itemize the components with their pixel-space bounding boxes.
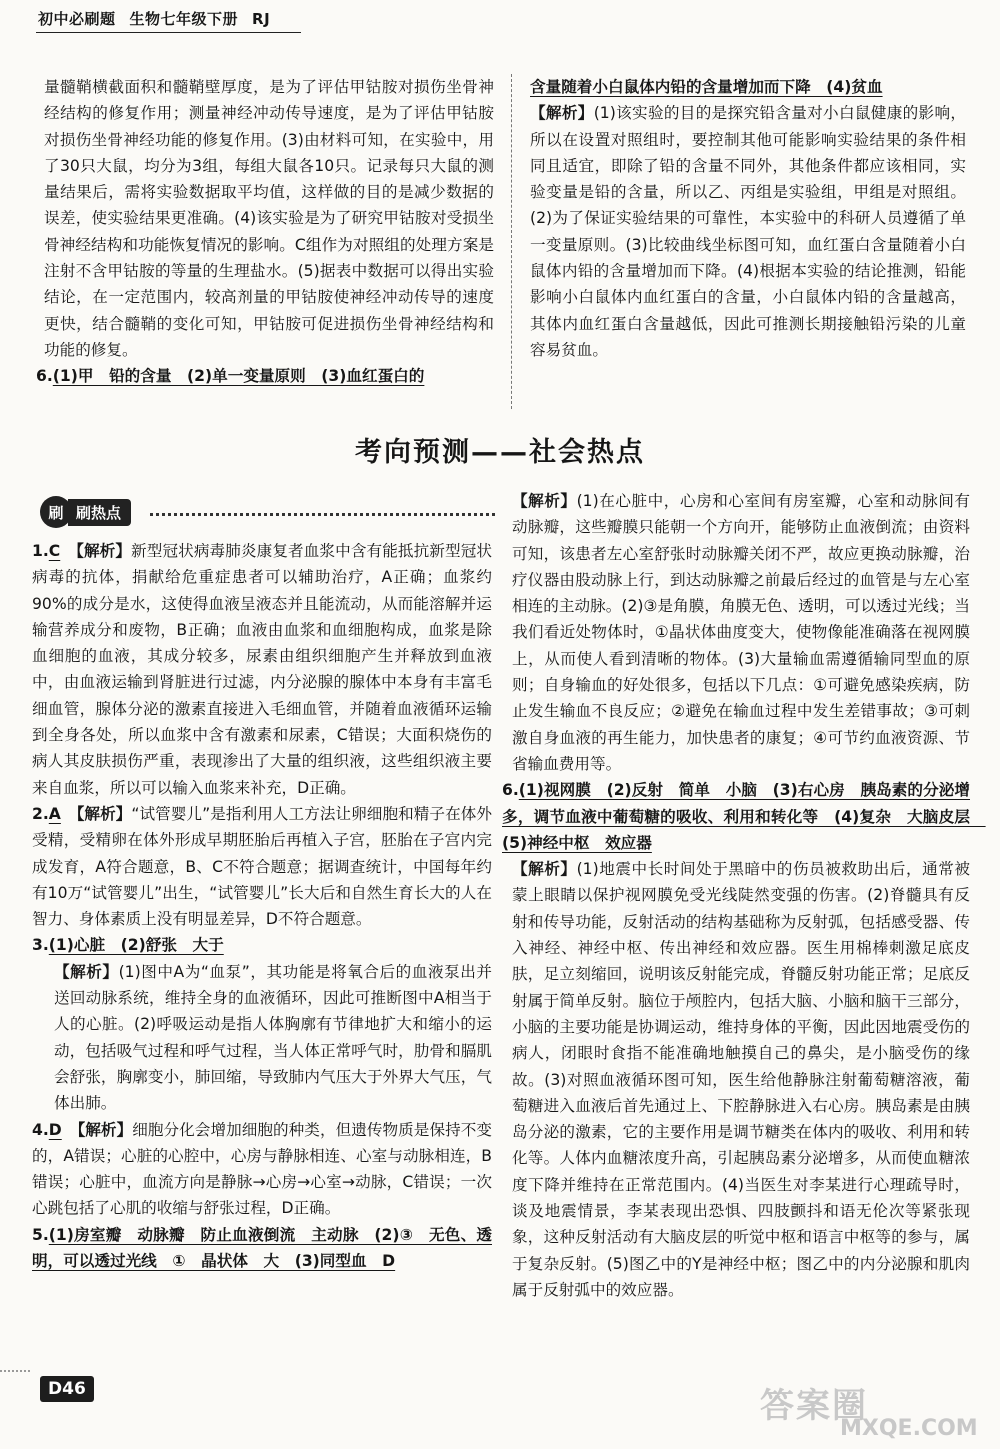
analysis-label: 【解析】 — [512, 492, 577, 510]
analysis-paragraph — [512, 856, 970, 1303]
continued-analysis: 量髓鞘横截面积和髓鞘壁厚度，是为了评估甲钴胺对损伤坐骨神经结构的修复作用；测量神经冲动传导速度，是为了评估甲钴胺对损伤坐骨神经功能的修复作用。(3)由材料可知，在实验中，用了30只大鼠，均分为3组，每组大鼠各10只。记录每只大鼠的测量结果后，需将实验数据取平均值，这样做的目的是减少数据的误差，使实验结果更准确。(4)该实验是为了研究甲钴胺对受损坐骨神经结构和功能恢复情况的影响。C组作为对照组的处理方案是注射不含甲钴胺的等量的生理盐水。(5)据表中数据可以得出实验结论，在一定范围内，较高剂量的甲钴胺使神经冲动传导的速度更快，结合髓鞘的变化可知，甲钴胺可促进损伤坐骨神经结构和功能的修复。 — [44, 78, 494, 359]
running-header — [38, 8, 270, 29]
analysis-label: 【解析】 — [77, 1120, 133, 1139]
bottom-right-column — [502, 488, 986, 1303]
practice-badge — [40, 496, 131, 528]
question-item — [502, 777, 986, 856]
answer-text: (1)心脏 (2)舒张 大于 — [48, 936, 224, 955]
question-number: 5. — [32, 1225, 49, 1244]
analysis-label: 【解析】 — [54, 962, 119, 981]
answer-text: (1)房室瓣 动脉瓣 防止血液倒流 主动脉 (2)③ 无色、透明，可以透过光线 ① 晶状体 大 (3)同型血 D — [32, 1225, 492, 1271]
question-number: 2. — [32, 804, 49, 823]
question-number: 4. — [32, 1120, 49, 1139]
corner-dots — [0, 1370, 30, 1372]
watermark-url: MXQE.COM — [840, 1416, 978, 1441]
top-left-column — [36, 74, 494, 390]
analysis-text: 新型冠状病毒肺炎康复者血浆中含有能抵抗新型冠状病毒的抗体，捐献给危重症患者可以辅助治疗，A正确；血浆约90%的成分是水，这使得血液呈液态并且能流动，从而能溶解并运输营养成分和废物，B正确；血液由血浆和血细胞构成，血浆是除血细胞的血液，其成分较多，尿素由组织细胞产生并释放到血液中，由血液运输到肾脏进行过滤，内分泌腺的腺体中本身有丰富毛细血管，腺体分泌的激素直接进入毛细血管，并随着血液循环运输到全身各处，所以血浆中含有激素和尿素，C错误；大面积烧伤的病人其皮肤损伤严重，表现渗出了大量的组织液，这些组织液主要来自血浆，所以可以输入血浆来补充，D正确。 — [32, 542, 492, 797]
analysis-text: (1)该实验的目的是探究铅含量对小白鼠健康的影响，所以在设置对照组时，要控制其他可能影响实验结果的条件相同且适宜，即除了铅的含量不同外，其他条件都应该相同，实验变量是铅的含量，所以乙、丙组是实验组，甲组是对照组。(2)为了保证实验结果的可靠性，本实验中的科研人员遵循了单一变量原则。(3)比较曲线坐标图可知，血红蛋白含量随着小白鼠体内铅的含量增加而下降。(4)根据本实验的结论推测，铅能影响小白鼠体内血红蛋白的含量，小白鼠体内铅的含量越高，其体内血红蛋白含量越低，因此可推测长期接触铅污染的儿童容易贫血。 — [530, 104, 966, 359]
analysis-text: (1)在心脏中，心房和心室间有房室瓣，心室和动脉间有动脉瓣，这些瓣膜只能朝一个方向开，能够防止血液倒流；由资料可知，该患者左心室舒张时动脉瓣关闭不严，故应更换动脉瓣，治疗仪器由股动脉上行，到达动脉瓣之前最后经过的血管是与左心室相连的主动脉。(2)③是角膜，角膜无色、透明，可以透过光线；当我们看近处物体时，①晶状体曲度变大，使物像能准确落在视网膜上，从而使人看到清晰的物体。(3)大量输血需遵循输同型血的原则；自身输血的好处很多，包括以下几点：①可避免感染疾病，防止发生输血不良反应；②避免在输血过程中发生差错事故；③可刺激自身血液的再生能力，加快患者的康复；④可节约血液资源、节省输血费用等。 — [512, 492, 970, 773]
answer-choice: D — [48, 1120, 62, 1139]
dotted-divider — [150, 513, 495, 516]
answer-text: (1)视网膜 (2)反射 简单 小脑 (3)右心房 胰岛素的分泌增多，调节血液中葡萄糖的吸收、利用和转化等 (4)复杂 大脑皮层 (5)神经中枢 效应器 — [502, 781, 986, 852]
book-title: 初中必刷题 — [38, 10, 116, 28]
question-number: 1. — [32, 542, 49, 560]
analysis-label: 【解析】 — [76, 542, 132, 560]
analysis-label: 【解析】 — [76, 804, 132, 823]
question-number: 6. — [36, 367, 53, 386]
analysis-text: “试管婴儿”是指利用人工方法让卵细胞和精子在体外受精，受精卵在体外形成早期胚胎后再植入子宫，胚胎在子宫内完成发育，A符合题意，B、C不符合题意；据调查统计，中国每年约有10万“试管婴儿”出生，“试管婴儿”长大后和自然生育长大的人在智力、身体素质上没有明显差异，D不符合题意。 — [32, 804, 492, 929]
question-item — [32, 801, 492, 932]
analysis-text: 细胞分化会增加细胞的种类，但遗传物质是保持不变的，A错误；心脏的心腔中，心房与静脉相连、心室与动脉相连，B错误；心脏中，血流方向是静脉→心房→心室→动脉，C错误；一次心跳包括了心肌的收缩与舒张过程，D正确。 — [32, 1120, 492, 1218]
column-divider — [511, 74, 512, 409]
watermark-logo: 答案圈 — [760, 1386, 868, 1426]
question-number: 3. — [32, 936, 49, 955]
question-item — [32, 1222, 492, 1275]
badge-label: 刷热点 — [68, 499, 131, 526]
analysis-paragraph — [512, 488, 970, 777]
answer-continuation: 含量随着小白鼠体内铅的含量增加而下降 (4)贫血 — [530, 78, 883, 96]
answer-choice: A — [48, 804, 61, 823]
question-item — [32, 932, 492, 958]
question-item — [32, 538, 492, 801]
answer-text: (1)甲 铅的含量 (2)单一变量原则 (3)血红蛋白的 — [52, 367, 425, 386]
question-6-answer-line — [36, 363, 494, 389]
analysis-text: (1)图中A为“血泵”，其功能是将氧合后的血液泵出并送回动脉系统，维持全身的血液循环，因此可推断图中A相当于人的心脏。(2)呼吸运动是指人体胸廓有节律地扩大和缩小的运动，包括吸气过程和呼气过程，当人体正常呼气时，肋骨和膈肌会舒张，胸廓变小，肺回缩，导致肺内气压大于外界大气压，气体出肺。 — [54, 962, 492, 1113]
analysis-paragraph — [32, 959, 492, 1117]
section-title: 考向预测——社会热点 — [355, 437, 645, 468]
page-number: D46 — [40, 1376, 94, 1402]
question-item — [32, 1117, 492, 1222]
analysis-label: 【解析】 — [512, 860, 577, 879]
brush-icon: 刷 — [40, 496, 72, 528]
analysis-label: 【解析】 — [530, 104, 594, 123]
top-right-column — [530, 74, 966, 363]
question-number: 6. — [502, 781, 519, 800]
analysis-text: (1)地震中长时间处于黑暗中的伤员被救助出后，通常被蒙上眼睛以保护视网膜免受光线陡然变强的伤害。(2)脊髓具有反射和传导功能，反射活动的结构基础称为反射弧，包括感受器、传入神经、神经中枢、传出神经和效应器。医生用棉棒刺激足底皮肤，足立刻缩回，说明该反射能完成，脊髓反射功能正常；足底反射属于简单反射。脑位于颅腔内，包括大脑、小脑和脑干三部分，小脑的主要功能是协调运动，维持身体的平衡，因此因地震受伤的病人，闭眼时食指不能准确地触摸自己的鼻尖，是小脑受伤的缘故。(3)对照血液循环图可知，医生给他静脉注射葡萄糖溶液，葡萄糖进入血液后首先通过上、下腔静脉进入右心房。胰岛素是由胰岛分泌的激素，它的主要作用是调节糖类在体内的吸收、利用和转化等。人体内血糖浓度升高，引起胰岛素分泌增多，从而使血糖浓度下降并维持在正常范围内。(4)当医生对李某进行心理疏导时，谈及地震情景，李某表现出恐惧、四肢颤抖和语无伦次等紧张现象，这种反射活动有大脑皮层的听觉中枢和语言中枢等的参与，属于复杂反射。(5)图乙中的Y是神经中枢；图乙中的内分泌腺和肌肉属于反射弧中的效应器。 — [512, 860, 970, 1299]
bottom-left-column — [32, 538, 492, 1274]
header-rule — [36, 32, 301, 33]
answer-choice: C — [48, 542, 61, 560]
edition-label: RJ — [252, 10, 271, 28]
subject-title: 生物七年级下册 — [129, 10, 239, 28]
